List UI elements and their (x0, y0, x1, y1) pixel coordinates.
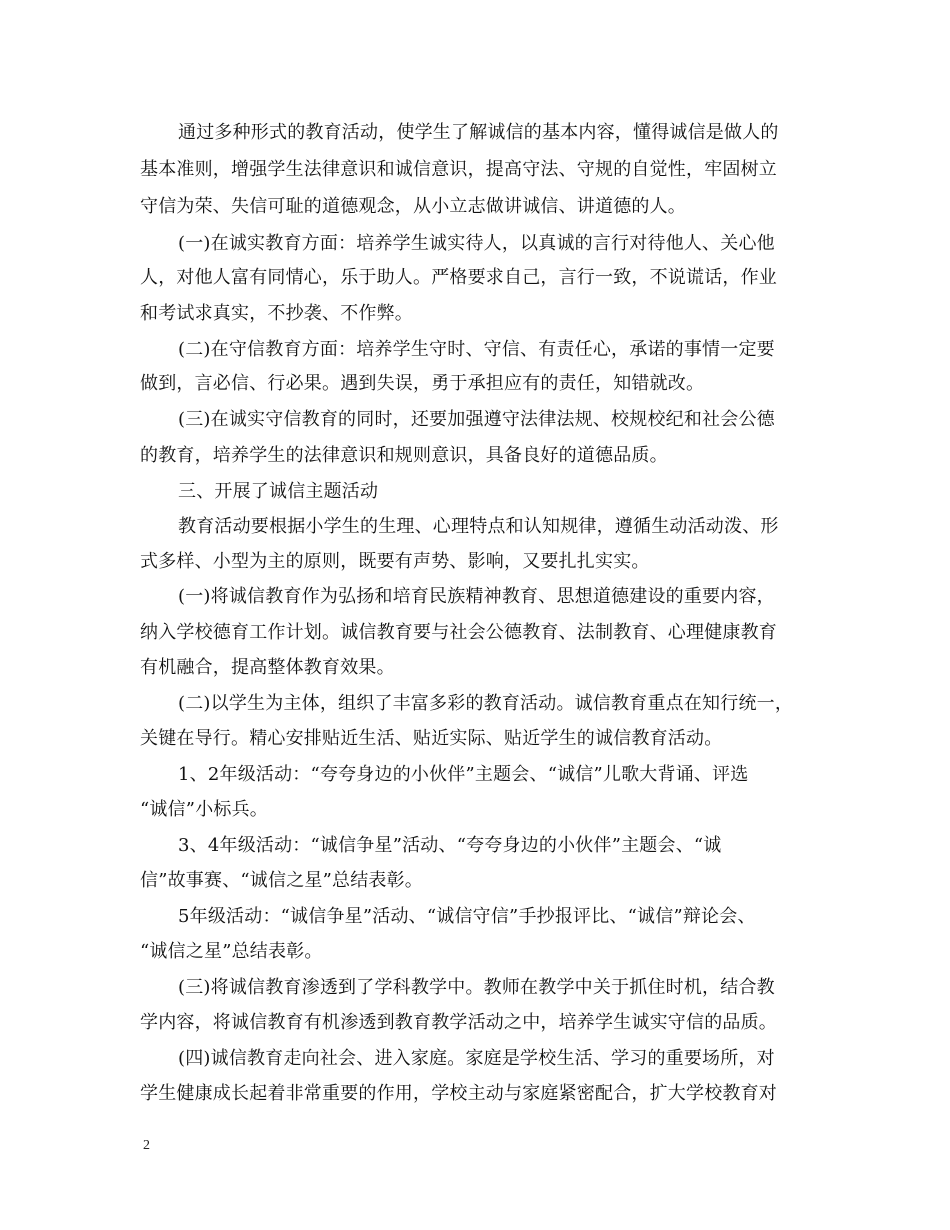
text-line: 的教育，培养学生的法律意识和规则意识，具备良好的道德品质。 (140, 445, 668, 466)
text-line: (一)在诚实教育方面：培养学生诚实待人，以真诚的言行对待他人、关心他 (178, 233, 775, 254)
text-line: (一)将诚信教育作为弘扬和培育民族精神教育、思想道德建设的重要内容， (178, 586, 775, 607)
text-line: “诚信”小标兵。 (140, 799, 269, 820)
text-line: 1、2年级活动：“夸夸身边的小伙伴”主题会、“诚信”儿歌大背诵、评选 (178, 764, 749, 785)
text-line: 和考试求真实，不抄袭、不作弊。 (140, 303, 413, 324)
text-line: (四)诚信教育走向社会、进入家庭。家庭是学校生活、学习的重要场所，对 (178, 1048, 775, 1069)
text-line: 关键在导行。精心安排贴近生活、贴近实际、贴近学生的诚信教育活动。 (140, 728, 723, 749)
text-line: 守信为荣、失信可耻的道德观念，从小立志做讲诚信、讲道德的人。 (140, 196, 686, 217)
text-line: (三)在诚实守信教育的同时，还要加强遵守法律法规、校规校纪和社会公德 (178, 409, 775, 430)
text-line: 信”故事赛、“诚信之星”总结表彰。 (140, 870, 424, 891)
page-number: 2 (143, 1138, 150, 1153)
text-line: 做到，言必信、行必果。遇到失误，勇于承担应有的责任，知错就改。 (140, 373, 705, 394)
text-line: 有机融合，提高整体教育效果。 (140, 657, 395, 678)
section-heading: 三、开展了诚信主题活动 (178, 481, 379, 502)
text-line: 人，对他人富有同情心，乐于助人。严格要求自己，言行一致，不说谎话，作业 (140, 267, 777, 288)
text-line: 学内容，将诚信教育有机渗透到教育教学活动之中，培养学生诚实守信的品质。 (140, 1012, 777, 1033)
text-line: 式多样、小型为主的原则，既要有声势、影响，又要扎扎实实。 (140, 551, 650, 572)
text-line: 5年级活动：“诚信争星”活动、“诚信守信”手抄报评比、“诚信”辩论会、 (178, 906, 756, 927)
text-line: (二)在守信教育方面：培养学生守时、守信、有责任心，承诺的事情一定要 (178, 339, 775, 360)
text-line: 通过多种形式的教育活动，使学生了解诚信的基本内容，懂得诚信是做人的 (178, 122, 779, 143)
text-line: 教育活动要根据小学生的生理、心理特点和认知规律，遵循生动活动泼、形 (178, 516, 779, 537)
text-line: (三)将诚信教育渗透到了学科教学中。教师在教学中关于抓住时机，结合教 (178, 977, 775, 998)
text-line: (二)以学生为主体，组织了丰富多彩的教育活动。诚信教育重点在知行统一， (178, 693, 794, 714)
text-line: 3、4年级活动：“诚信争星”活动、“夸夸身边的小伙伴”主题会、“诚 (178, 835, 722, 856)
text-line: 纳入学校德育工作计划。诚信教育要与社会公德教育、法制教育、心理健康教育 (140, 622, 777, 643)
text-line: “诚信之星”总结表彰。 (140, 941, 323, 962)
text-line: 基本准则，增强学生法律意识和诚信意识，提高守法、守规的自觉性，牢固树立 (140, 159, 777, 180)
text-line: 学生健康成长起着非常重要的作用，学校主动与家庭紧密配合，扩大学校教育对 (140, 1083, 777, 1104)
